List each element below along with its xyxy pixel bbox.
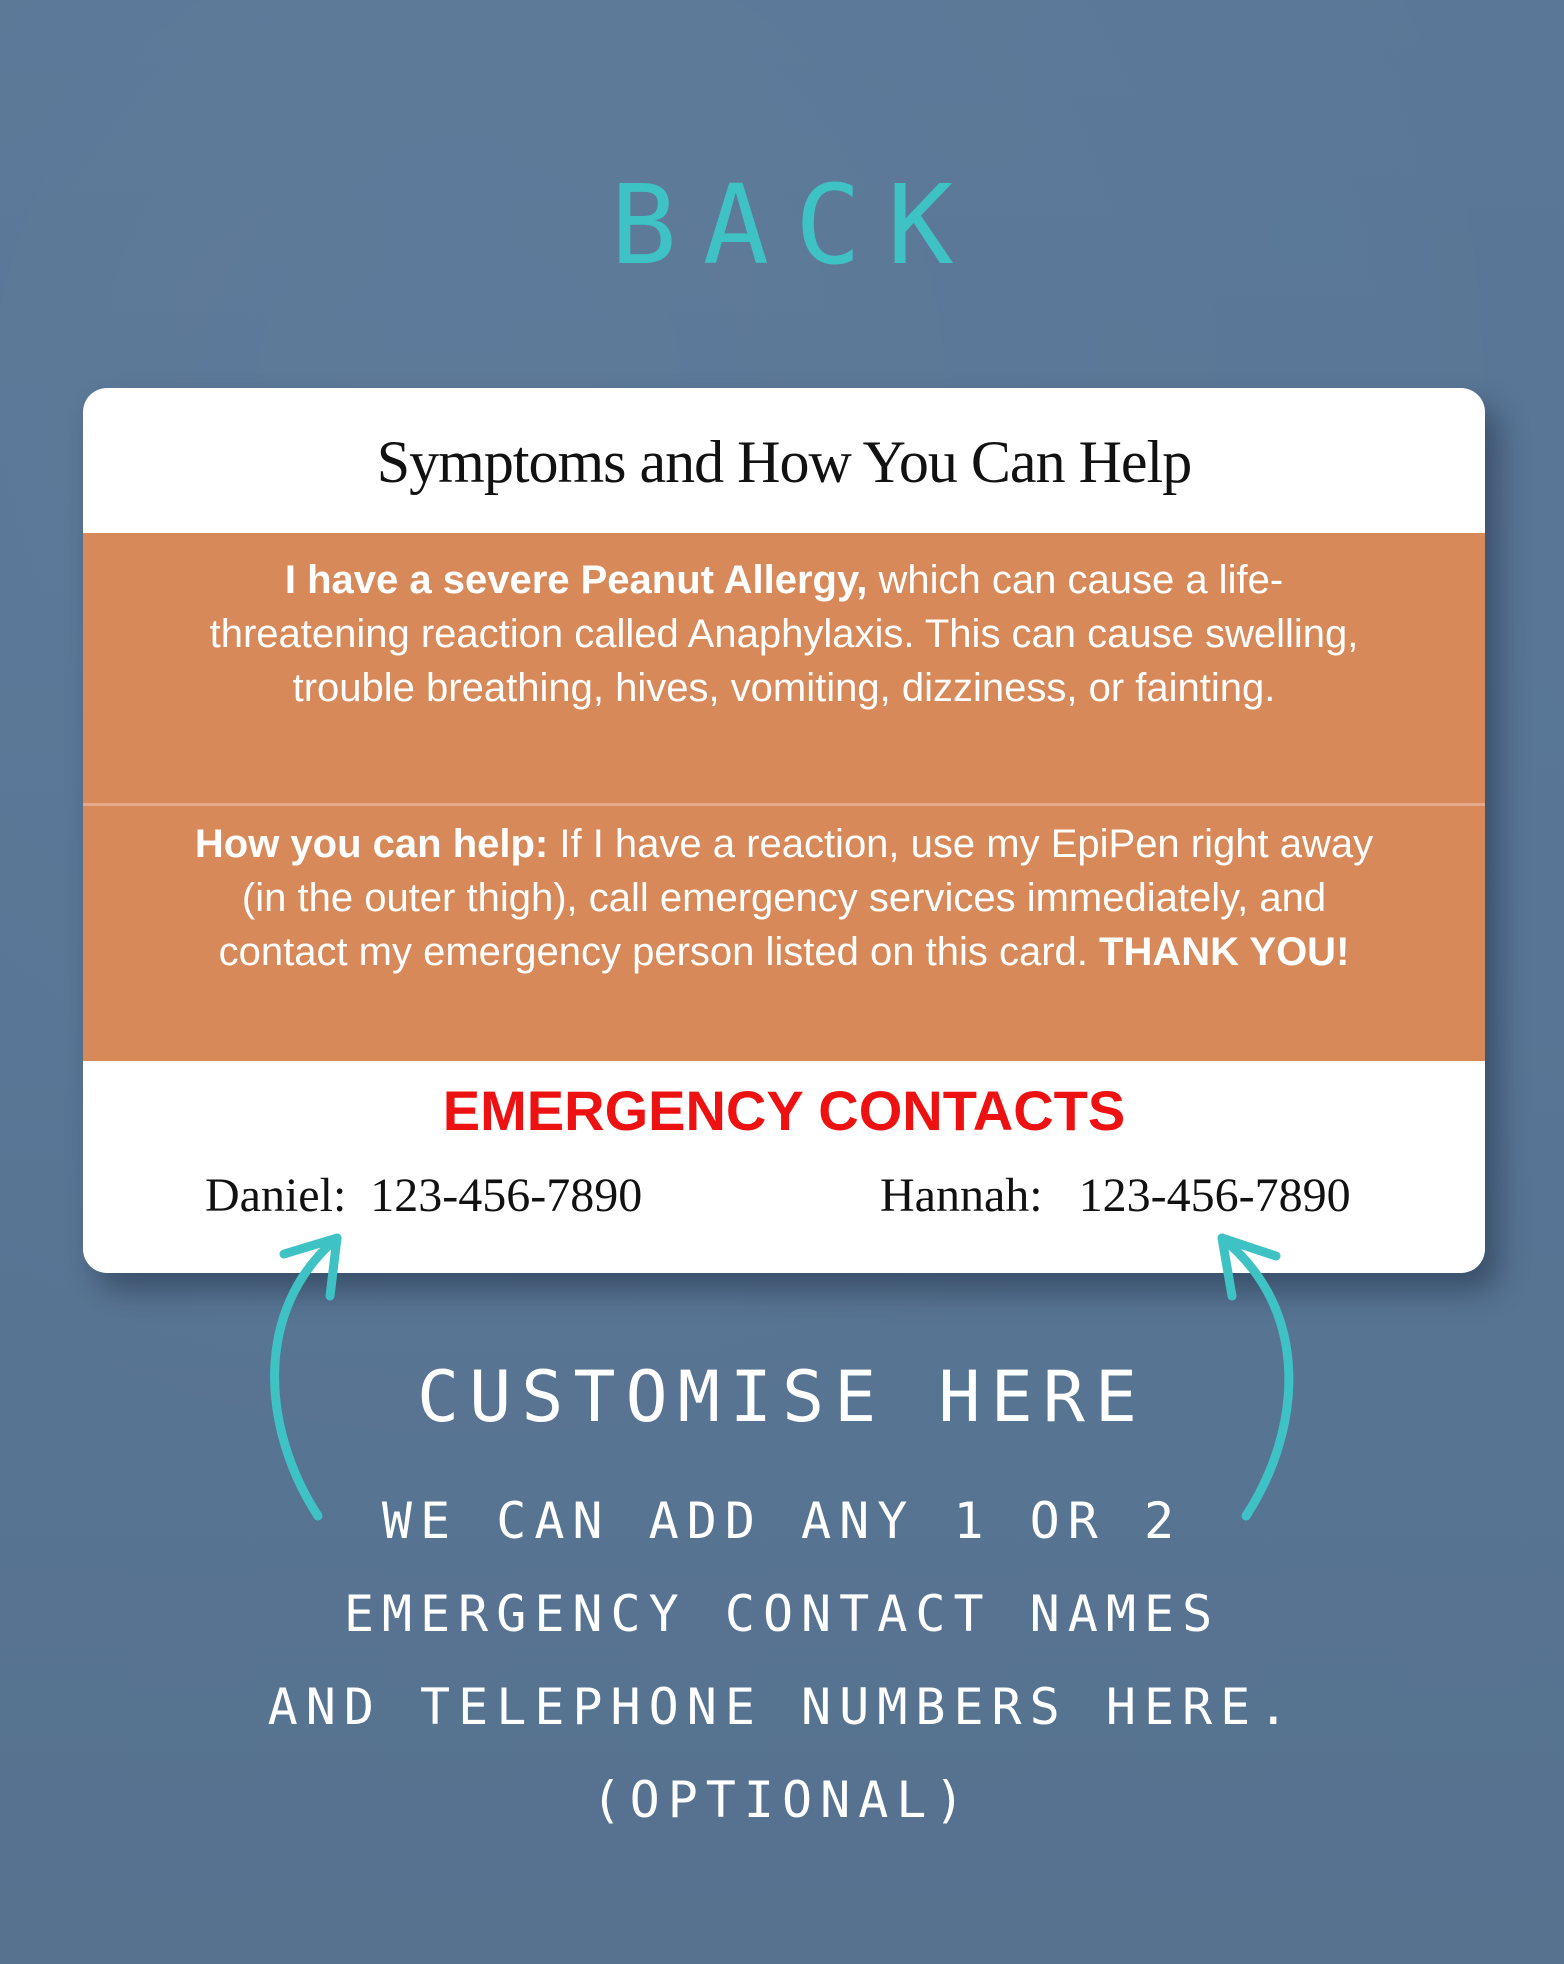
note-line-1: WE CAN ADD ANY 1 OR 2: [381, 1492, 1183, 1550]
note-line-2: EMERGENCY CONTACT NAMES: [343, 1585, 1221, 1643]
emergency-contacts-heading: EMERGENCY CONTACTS: [442, 1079, 1126, 1142]
card-title: Symptoms and How You Can Help: [376, 429, 1192, 495]
contact-2: Hannah: 123-456-7890: [880, 1169, 1351, 1222]
help-text: If I have a reaction, use my EpiPen right away (in the outer thigh), call emergency services immediately, and contact my emergency person listed on this card.: [218, 822, 1374, 974]
back-heading: BACK: [610, 161, 980, 289]
thank-you-text: THANK YOU!: [1099, 930, 1350, 974]
symptoms-bold-lead: I have a severe Peanut Allergy,: [284, 558, 868, 602]
contact-1: Daniel: 123-456-7890: [205, 1169, 643, 1222]
symptoms-text: which can cause a life-threatening reaction called Anaphylaxis. This can cause swelling, trouble breathing, hives, vomiting, dizziness, or fainting.: [209, 558, 1359, 710]
note-line-4: (OPTIONAL): [591, 1771, 973, 1829]
note-line-3: AND TELEPHONE NUMBERS HERE.: [267, 1678, 1297, 1736]
help-bold-lead: How you can help:: [194, 822, 549, 866]
customise-note: [0, 1475, 1564, 1847]
customise-heading: CUSTOMISE HERE: [416, 1356, 1147, 1438]
